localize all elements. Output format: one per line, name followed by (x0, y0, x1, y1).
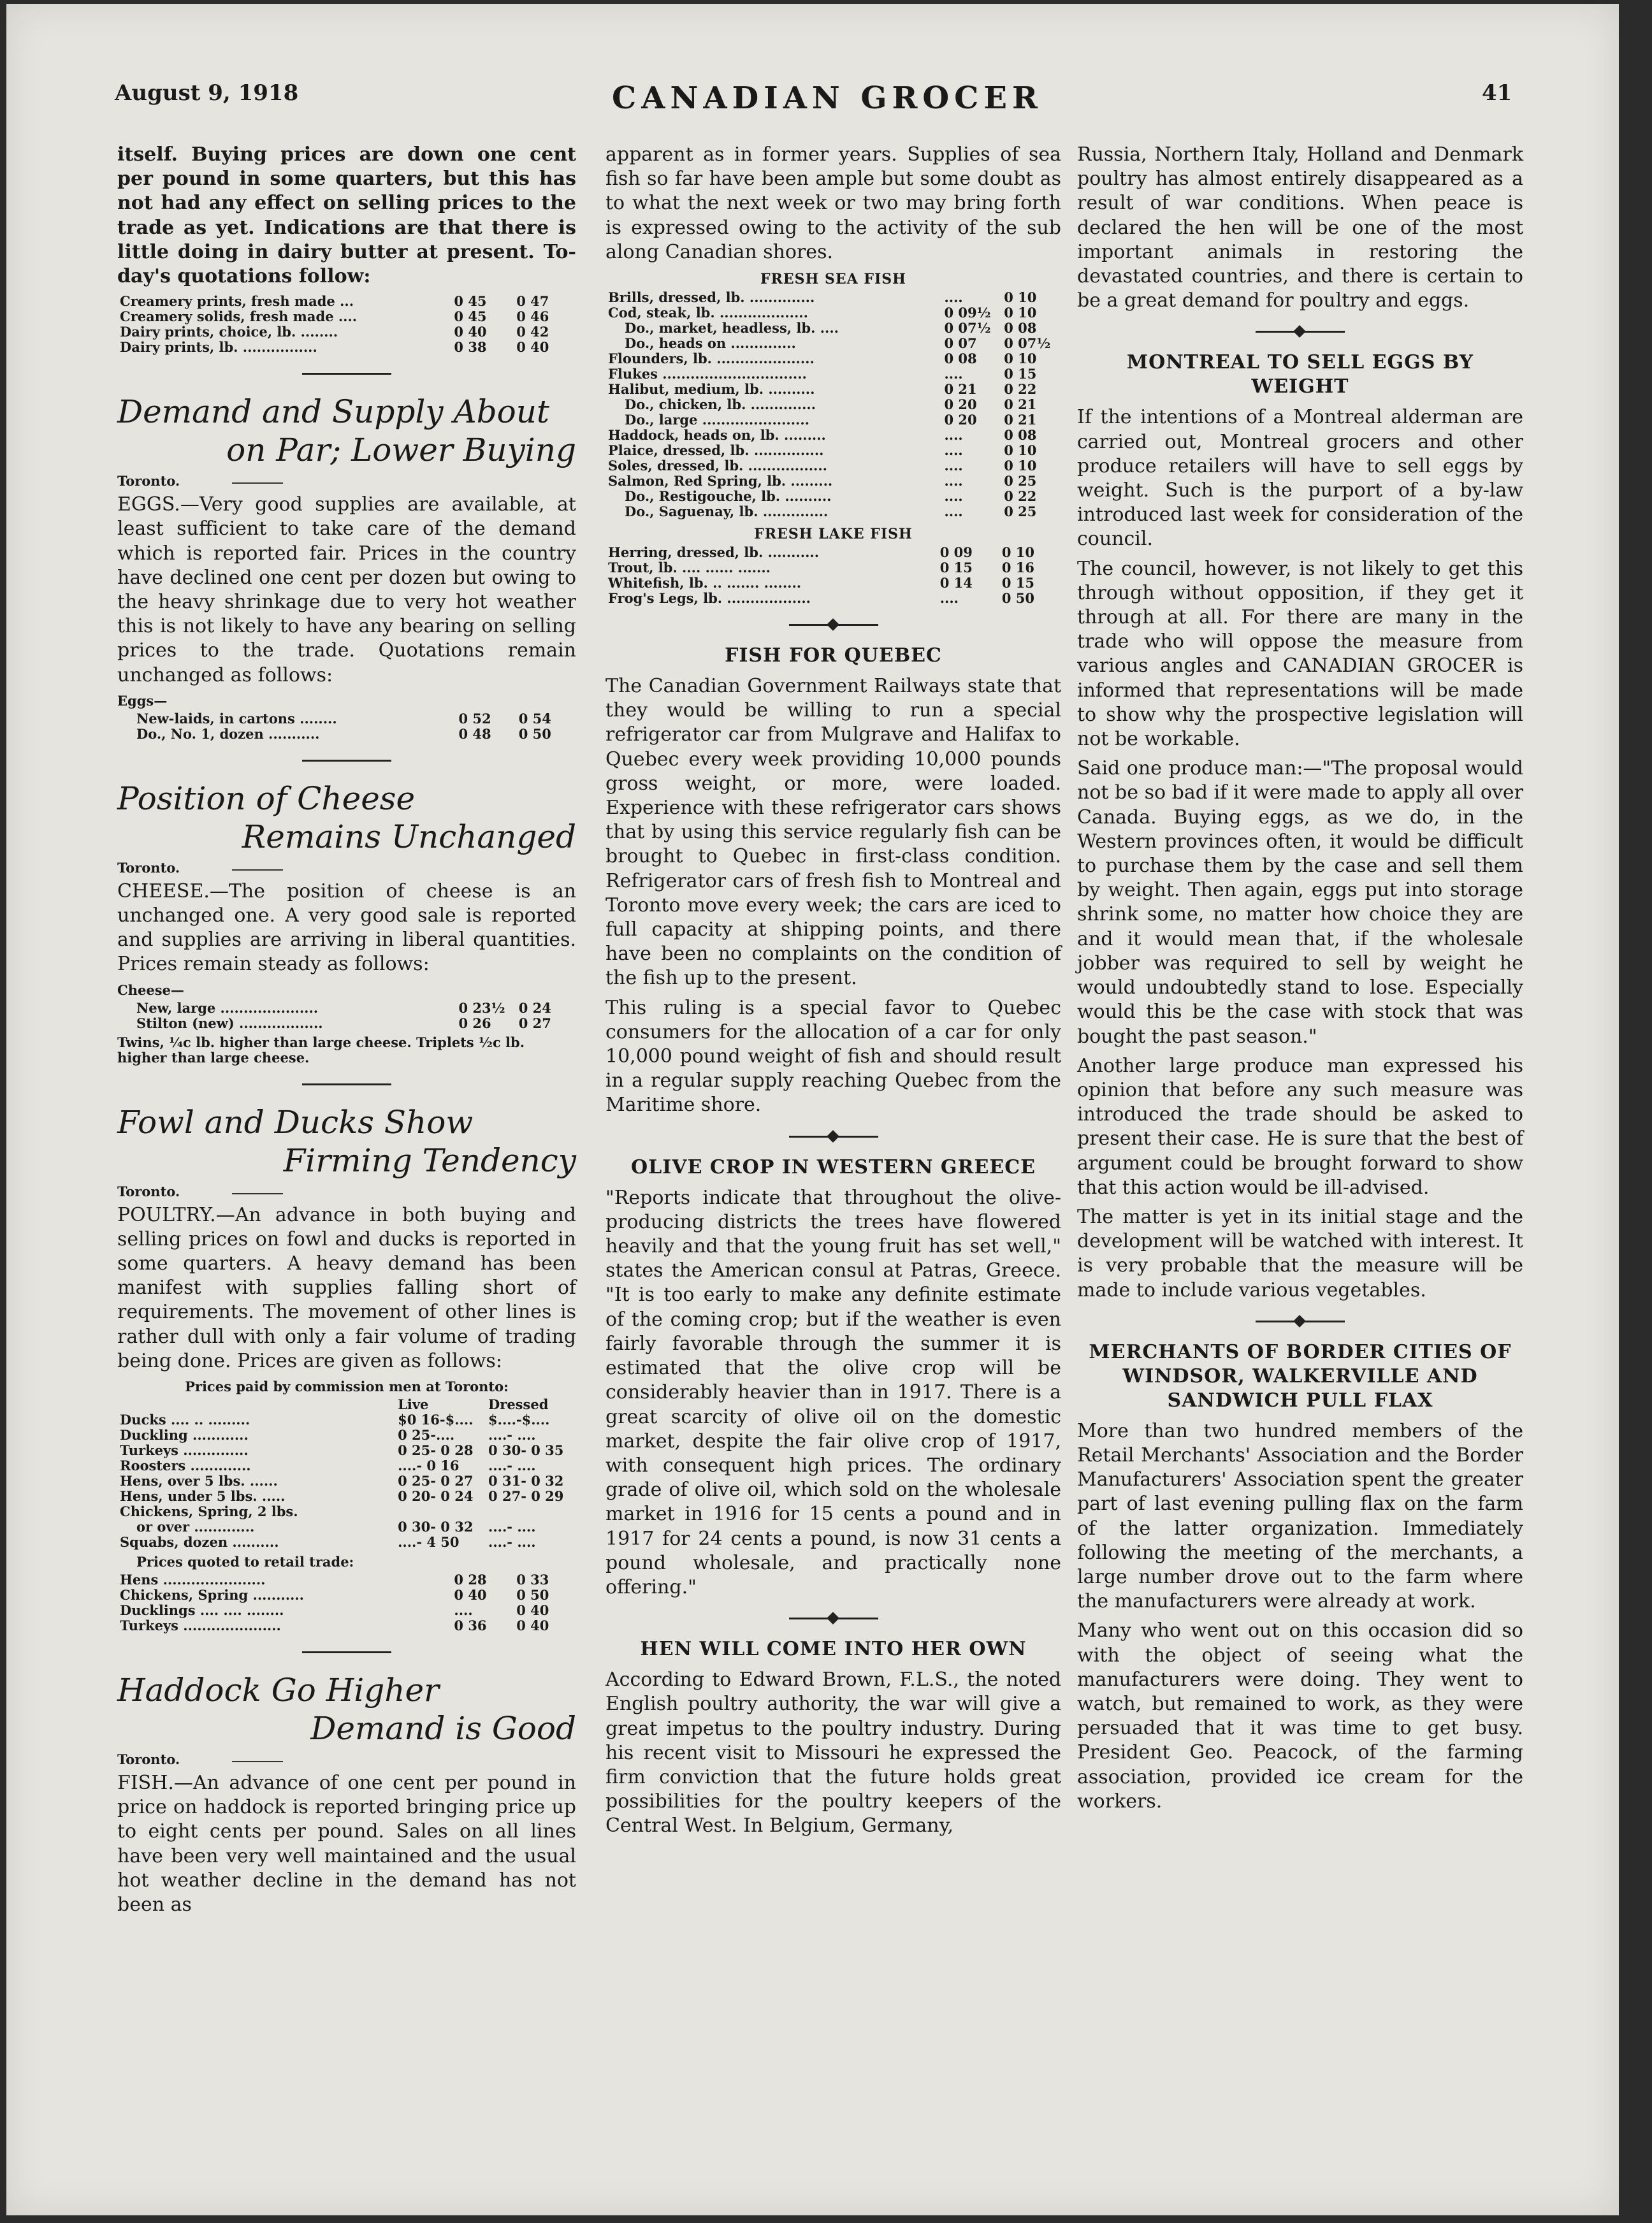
eggs-dateline: Toronto. (117, 473, 180, 489)
fish-continued: apparent as in former years. Supplies of sea fish so far have been ample but some doubt as to what the next week or two may bring forth is expressed owing to the activity of the sub along Canadian shores. (605, 143, 1061, 263)
hen-continued: Russia, Northern Italy, Holland and Denmark poultry has almost entirely disappeared as a result of war conditions. When peace is declared the hen will be one of the most important animals in restoring the devastated countries, and there is certain to be a great demand for poultry and eggs. (1077, 143, 1523, 312)
poultry-dateline: Toronto. (117, 1183, 180, 1199)
table-row: Roosters ............. ....- 0 16 ....- .... (120, 1458, 536, 1474)
cheese-table-head: Cheese— (117, 981, 184, 998)
table-row: Do., Saguenay, lb. .............. .... 0 25 (625, 503, 1037, 520)
table-row: Haddock, heads on, lb. ......... .... 0 08 (608, 427, 1037, 444)
table-row: Chickens, Spring ........... 0 40 0 50 (120, 1587, 549, 1604)
section-divider (302, 760, 391, 762)
dateline-rule (232, 1193, 283, 1194)
dateline-rule (232, 1761, 283, 1762)
table-row: Stilton (new) .................. 0 26 0 27 (136, 1015, 551, 1031)
column-right (1077, 143, 1523, 1819)
table-row: Dairy prints, lb. ................ 0 38 0 40 (120, 339, 549, 356)
montreal-headline: MONTREAL TO SELL EGGS BY WEIGHT (1126, 351, 1474, 398)
table-row: Do., market, headless, lb. .... 0 07½ 0 08 (625, 320, 1037, 337)
eggs-headline: Demand and Supply About on Par; Lower Buying (117, 393, 576, 469)
fish-headline: Haddock Go Higher Demand is Good (117, 1672, 576, 1748)
table-row: Hens, over 5 lbs. ...... 0 25- 0 27 0 31- 0 32 (120, 1473, 564, 1489)
table-row: Ducklings .... .... ........ .... 0 40 (120, 1602, 549, 1619)
poultry-headline: Fowl and Ducks Show Firming Tendency (117, 1103, 576, 1179)
table-row: Soles, dressed, lb. ................. .... 0 10 (608, 458, 1037, 474)
col-dressed: Dressed (488, 1396, 549, 1413)
cheese-headline: Position of Cheese Remains Unchanged (117, 779, 576, 855)
table-header-row (117, 1397, 576, 1412)
diamond-divider (789, 1618, 878, 1619)
diamond-divider (789, 1136, 878, 1138)
cheese-dateline: Toronto. (117, 859, 180, 876)
table-row: Do., chicken, lb. .............. 0 20 0 21 (625, 396, 1037, 413)
cheese-body: CHEESE.—The position of cheese is an unchanged one. A very good sale is reported and supplies are arriving in liberal quantities. Prices remain steady as follows: (117, 880, 576, 976)
table-row: Frog's Legs, lb. .................. .... 0 50 (608, 590, 1035, 607)
montreal-paragraph-3: Said one produce man:—"The proposal would not be so bad if it were made to apply all over Canada. Buying eggs, as we do, in the Western provinces often, it would be difficult to purchase them by the case and sell them by weight. Then again, eggs put into storage shrink some, no matter how choice they are and it would mean that, if the wholesale jobber was required to sell by weight he would undoubtedly stand to lose. Especially would this be the case with stock that was bought the past season." (1077, 757, 1523, 1048)
table-row: Chickens, Spring, 2 lbs. (120, 1503, 298, 1520)
table-row: Whitefish, lb. .. ....... ........ 0 14 0 15 (608, 575, 1035, 591)
col-live: Live (398, 1396, 429, 1413)
table-row: Plaice, dressed, lb. ............... .... 0 10 (608, 442, 1037, 459)
column-left (117, 143, 576, 1922)
table-row: New, large ..................... 0 23½ 0 24 (136, 999, 551, 1016)
table-row: Halibut, medium, lb. .......... 0 21 0 22 (608, 381, 1037, 398)
table-row: Ducks .... .. ......... $0 16-$.... $....-$.... (120, 1412, 550, 1428)
table-row: Duckling ............ 0 25-.... ....- .... (120, 1427, 536, 1444)
eggs-price-table (117, 711, 576, 742)
eggs-table-head: Eggs— (117, 692, 168, 709)
table-row: or over ............. 0 30- 0 32 ....- .... (136, 1519, 536, 1535)
sea-fish-head: FRESH SEA FISH (760, 271, 906, 288)
hen-paragraph: According to Edward Brown, F.L.S., the noted English poultry authority, the war will give a great impetus to the poultry industry. During his recent visit to Missouri he expressed the firm conviction that the future holds great possibilities for the poultry keepers of the Central West. In Belgium, Germany, (605, 1669, 1061, 1837)
poultry-price-table (117, 1397, 576, 1550)
diamond-divider (1256, 1321, 1345, 1322)
publication-title: CANADIAN GROCER (612, 80, 1043, 116)
table-row: Hens, under 5 lbs. ..... 0 20- 0 24 0 27- 0 29 (120, 1488, 564, 1505)
table-row: Hens ...................... 0 28 0 33 (120, 1572, 549, 1588)
olive-headline: OLIVE CROP IN WESTERN GREECE (631, 1155, 1036, 1178)
quebec-headline: FISH FOR QUEBEC (725, 644, 942, 667)
sea-fish-table (605, 290, 1061, 519)
table-row: Do., large ....................... 0 20 0 21 (625, 412, 1037, 428)
table-row: Turkeys ..................... 0 36 0 40 (120, 1618, 549, 1634)
table-row: Do., Restigouche, lb. .......... .... 0 22 (625, 488, 1037, 505)
table-row: Do., No. 1, dozen ........... 0 48 0 50 (136, 725, 551, 742)
lake-fish-table (605, 545, 1061, 606)
section-divider (302, 1651, 391, 1653)
column-middle (605, 143, 1061, 1844)
diamond-divider (1256, 331, 1345, 333)
table-row: Squabs, dozen .......... ....- 4 50 ....- .... (120, 1534, 536, 1551)
table-row: Brills, dressed, lb. .............. .... 0 10 (608, 289, 1037, 306)
table-row: New-laids, in cartons ........ 0 52 0 54 (136, 710, 551, 727)
table-row: Dairy prints, choice, lb. ........ 0 40 0 42 (120, 324, 549, 340)
fish-body: FISH.—An advance of one cent per pound in price on haddock is reported bringing price up to eight cents per pound. Sales on all lines have been very well maintained and the usual hot weather decline in the demand has not been as (117, 1772, 576, 1916)
issue-date: August 9, 1918 (115, 80, 299, 106)
table-row: Flounders, lb. ..................... 0 08 0 10 (608, 351, 1037, 367)
section-divider (302, 1083, 391, 1085)
cheese-note: Twins, ¼c lb. higher than large cheese. Triplets ½c lb. higher than large cheese. (117, 1034, 525, 1066)
poultry-body: POULTRY.—An advance in both buying and selling prices on fowl and ducks is reported in some quarters. A heavy demand has been manifest with supplies falling short of requirements. The movement of other lines is rather dull with only a fair volume of trading being done. Prices are given as follows: (117, 1203, 576, 1372)
montreal-paragraph-4: Another large produce man expressed his opinion that before any such measure was introduced the trade should be asked to present their case. He is sure that the best of argument could be brought forward to show that this action would be ill-advised. (1077, 1054, 1523, 1199)
table-row: Turkeys .............. 0 25- 0 28 0 30- 0 35 (120, 1442, 564, 1459)
table-row: Flukes ............................... .... 0 15 (608, 366, 1037, 382)
montreal-paragraph-5: The matter is yet in its initial stage and the development will be watched with interest. It is very probable that the measure will be made to include various vegetables. (1077, 1205, 1523, 1301)
lake-fish-head: FRESH LAKE FISH (754, 526, 913, 543)
montreal-paragraph-1: If the intentions of a Montreal alderman are carried out, Montreal grocers and other produce retailers will have to sell eggs by weight. Such is the purport of a by-law introduced last week for consideration of the council. (1077, 406, 1523, 551)
table-row: Cod, steak, lb. ................... 0 09½ 0 10 (608, 305, 1037, 321)
montreal-paragraph-2: The council, however, is not likely to get this through without opposition, if they get it through at all. For there are many in the trade who will oppose the measure from various angles and CANADIAN GROCER is informed that representations will be made to show why the prospective legislation will not be workable. (1077, 557, 1523, 751)
table-row: Creamery solids, fresh made .... 0 45 0 46 (120, 308, 549, 325)
table-row: Creamery prints, fresh made ... 0 45 0 47 (120, 293, 549, 310)
border-paragraph-2: Many who went out on this occasion did so with the object of seeing what the manufacturers were doing. They went to watch, but remained to work, as they were persuaded that it was time to get busy. President Geo. Peacock, of the farming association, provided ice cream for the workers. (1077, 1619, 1523, 1813)
newspaper-page (6, 4, 1619, 2215)
poultry-table-head: Prices paid by commission men at Toronto: (185, 1379, 509, 1395)
diamond-divider (789, 624, 878, 626)
fish-dateline: Toronto. (117, 1751, 180, 1768)
section-divider (302, 373, 391, 375)
table-row: Salmon, Red Spring, lb. ......... .... 0 25 (608, 473, 1037, 489)
butter-price-table (117, 294, 576, 355)
border-paragraph-1: More than two hundred members of the Retail Merchants' Association and the Border Manufacturers' Association spent the greater part of last evening pulling flax on the farm of the latter organization. Immediately following the meeting of the merchants, a large number drove out to the farm where the manufacturers were already at work. (1077, 1419, 1523, 1613)
retail-price-table (117, 1572, 576, 1633)
border-headline: MERCHANTS OF BORDER CITIES OF WINDSOR, WALKERVILLE AND SANDWICH PULL FLAX (1089, 1340, 1512, 1412)
retail-table-head: Prices quoted to retail trade: (136, 1554, 354, 1570)
quebec-paragraph-2: This ruling is a special favor to Quebec consumers for the allocation of a car for only 10,000 pound weight of fish and should result in a regular supply reaching Quebec from the Maritime shore. (605, 996, 1061, 1117)
page-number: 41 (1482, 80, 1512, 106)
table-row: Herring, dressed, lb. ........... 0 09 0 10 (608, 544, 1035, 561)
table-row: Trout, lb. .... ...... ....... 0 15 0 16 (608, 560, 1035, 576)
olive-paragraph: "Reports indicate that throughout the olive-producing districts the trees have flowered heavily and that the young fruit has set well," states the American consul at Patras, Greece. "It is too early to make any definite estimate of the coming crop; but if the weather is even fairly favorable through the summer it is estimated that the olive crop will be considerably heavier than in 1917. There is a great scarcity of olive oil on the domestic market, despite the fair olive crop of 1917, with consequent high prices. The ordinary grade of olive oil, which sold on the wholesale market in 1916 for 15 cents a pound and in 1917 for 24 cents a pound, is now 31 cents a pound wholesale, and practically none offering." (605, 1186, 1061, 1598)
table-row: Do., heads on .............. 0 07 0 07½ (625, 335, 1051, 352)
dateline-rule (232, 482, 283, 484)
cheese-price-table (117, 1001, 576, 1031)
butter-intro: itself. Buying prices are down one cent per pound in some quarters, but this has not had any effect on selling prices to the trade as yet. Indications are that there is little doing in dairy butter at present. To-day's quotations follow: (117, 143, 576, 288)
quebec-paragraph-1: The Canadian Government Railways state that they would be willing to run a special refrigerator car from Mulgrave and Halifax to Quebec every week providing 10,000 pounds gross weight, or more, were loaded. Experience with these refrigerator cars shows that by using this service regularly fish can be brought to Quebec in first-class condition. Refrigerator cars of fresh fish to Montreal and Toronto move every week; the cars are iced to full capacity at shipping points, and there have been no complaints on the condition of the fish up to the present. (605, 675, 1061, 990)
eggs-body: EGGS.—Very good supplies are available, at least sufficient to take care of the demand which is reported fair. Prices in the country have declined one cent per dozen but owing to the heavy shrinkage due to very hot weather this is not likely to have any bearing on selling prices to the trade. Quotations remain unchanged as follows: (117, 493, 576, 686)
hen-headline: HEN WILL COME INTO HER OWN (640, 1638, 1027, 1661)
dateline-rule (232, 869, 283, 871)
